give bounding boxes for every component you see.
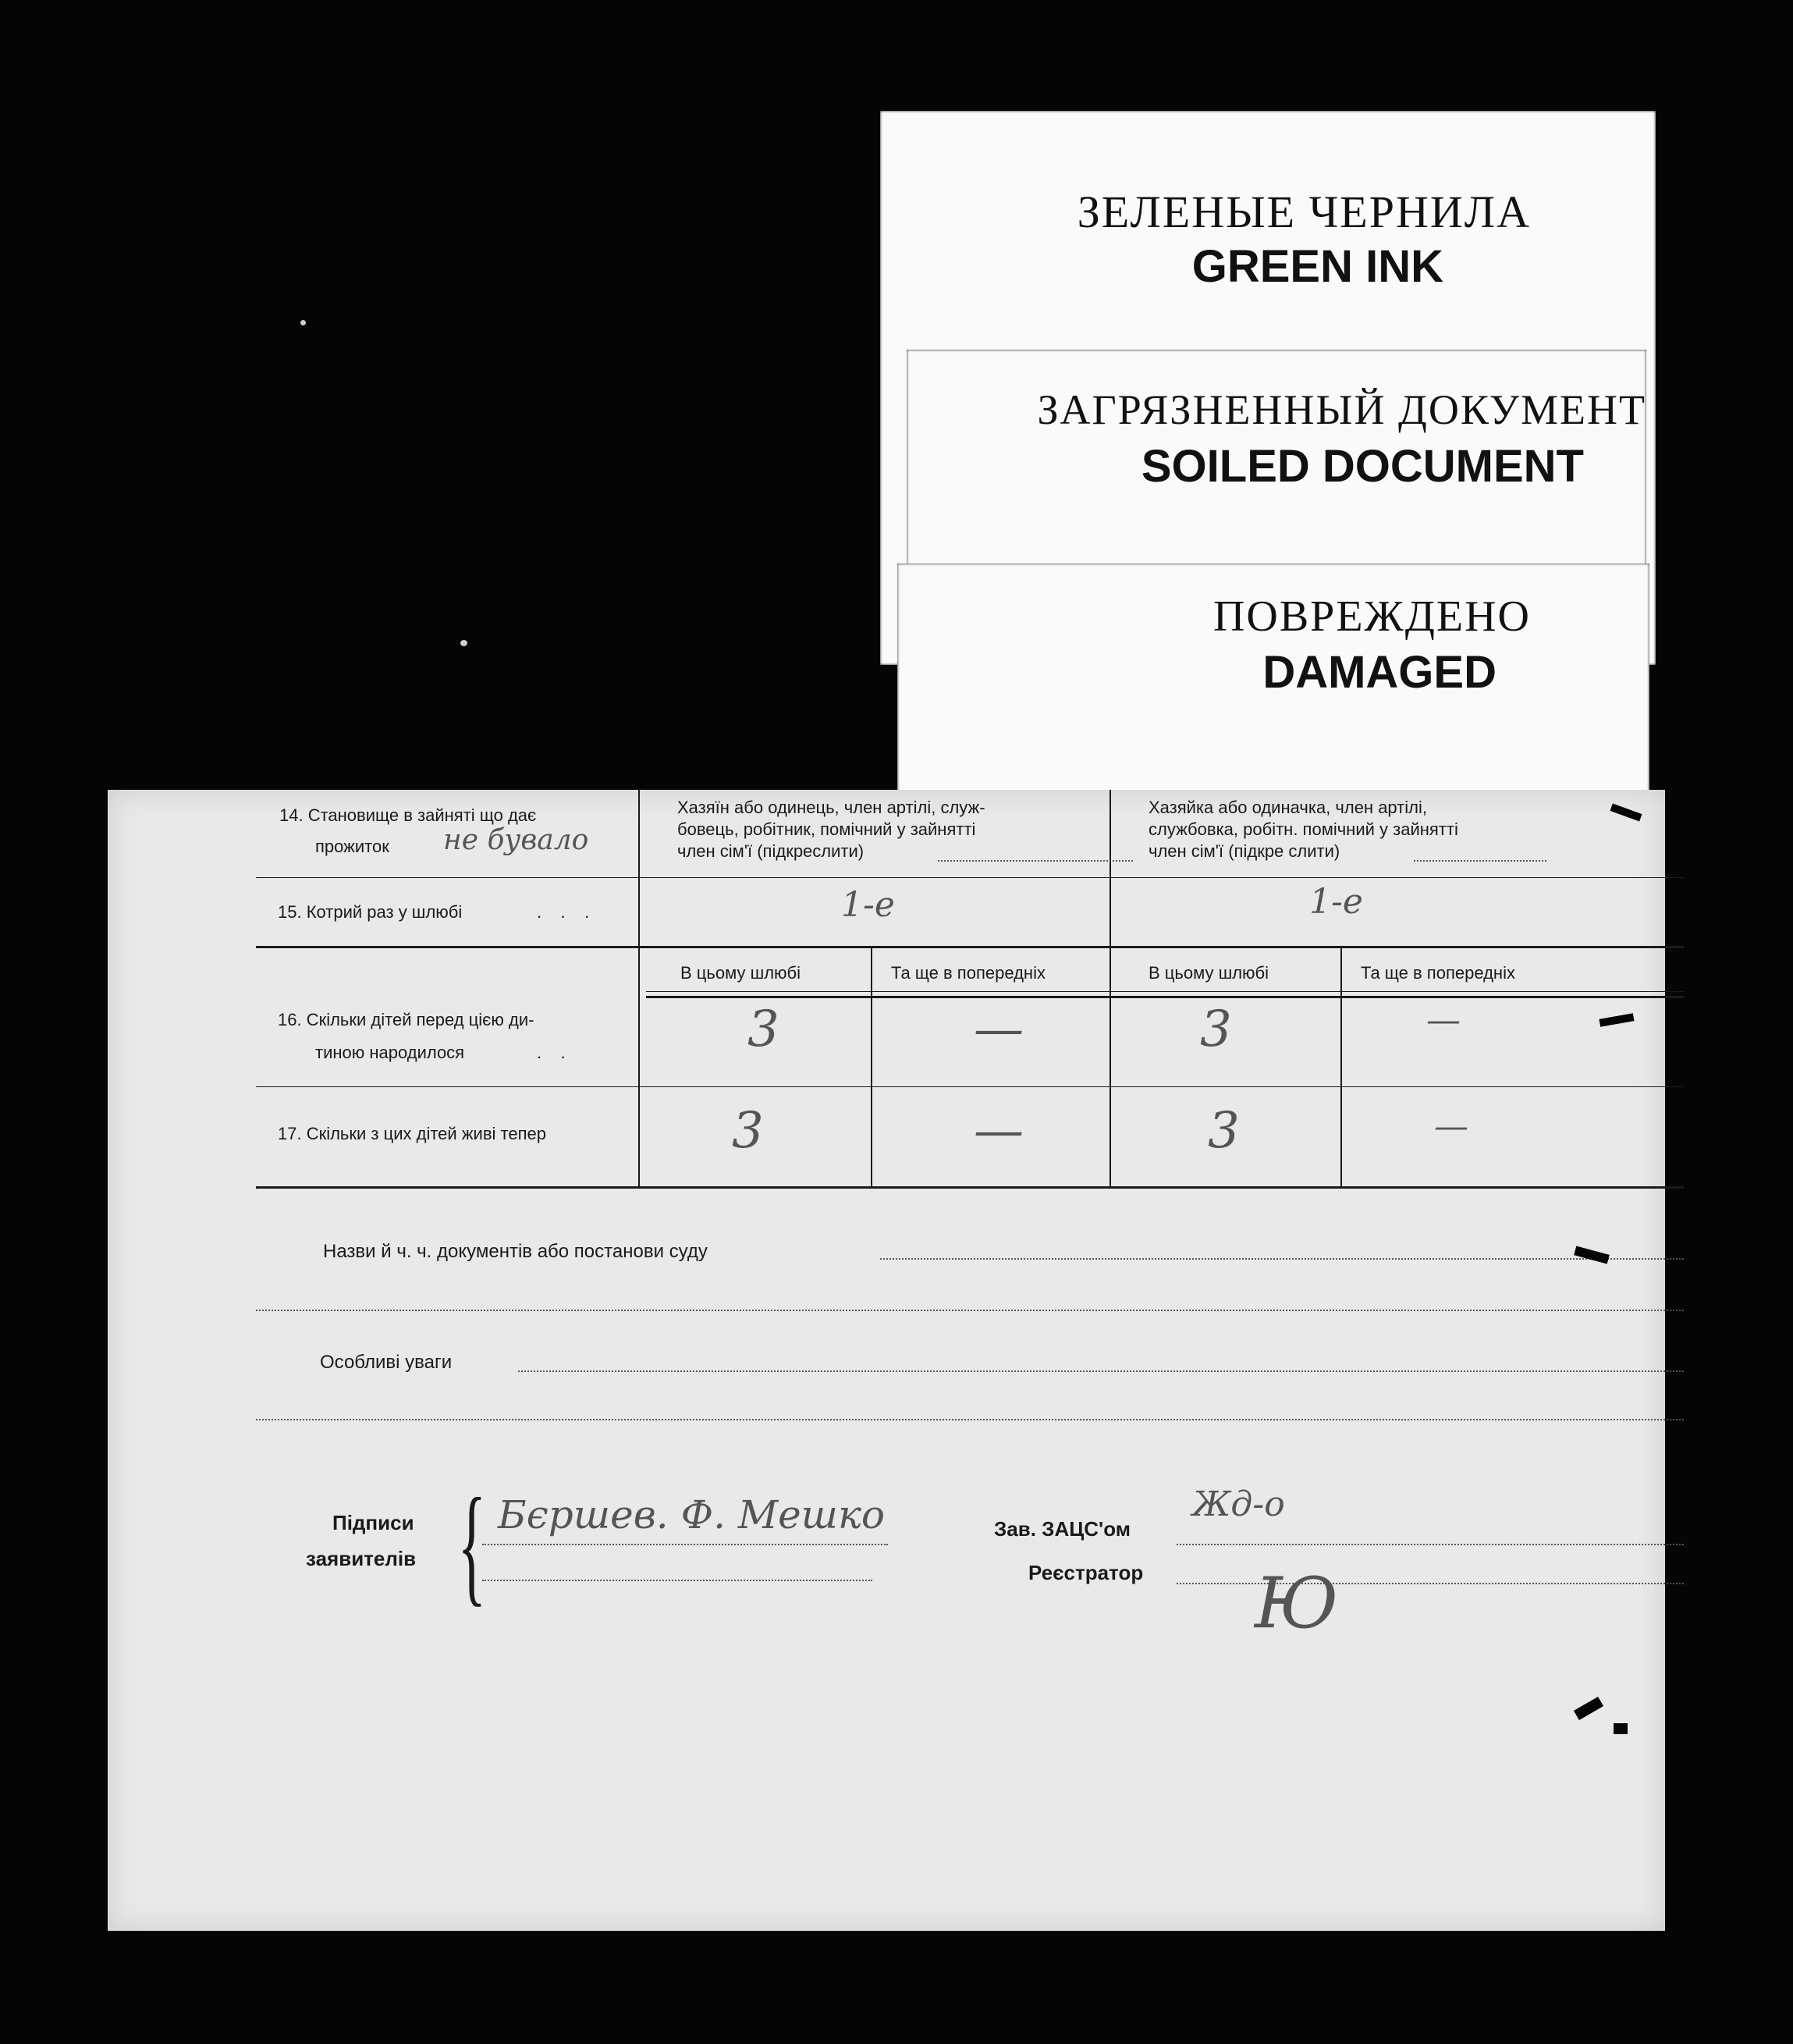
col-header-female-prev: Та ще в попередніх [1361,963,1515,983]
row15-dots: . . . [537,902,590,922]
row16-male-prev: — [974,1001,1024,1058]
row-separator [646,991,1684,992]
row-separator [256,946,1684,948]
row-separator [256,1086,1684,1087]
col-header-male-this: В цьому шлюбі [680,963,801,983]
row14-label-line2: прожиток [315,837,389,856]
dotted-line [518,1370,1684,1372]
signatures-brace: { [457,1471,487,1618]
soiled-document-label-ru: ЗАГРЯЗНЕННЫЙ ДОКУМЕНТ [1037,386,1646,433]
soiled-document-label [907,350,1646,592]
row14-handwriting: не бувало [443,824,589,856]
applicants-signature: Бєршев. Ф. Мешко [498,1492,885,1537]
dotted-line [256,1419,1684,1420]
row15-label: 15. Котрий раз у шлюбі [278,902,463,922]
row16-label-line2: тиною народилося [315,1043,465,1062]
row14-female-text3: член сім'ї (підкре слити) [1149,841,1340,861]
row17-male-this: 3 [732,1102,764,1160]
registry-form [108,790,1665,1931]
divider [638,877,640,947]
col-header-male-prev: Та ще в попередніх [891,963,1046,983]
dust-speck [460,640,467,646]
row-separator [646,996,1684,998]
signatures-label-line1: Підписи [332,1511,414,1534]
dotted-line [256,1310,1684,1311]
documents-label: Назви й ч. ч. документів або постанови суду [323,1241,708,1262]
row16-dots: . . [537,1043,566,1062]
row16-male-this: 3 [747,1001,779,1058]
dotted-line [482,1580,872,1581]
tear-mark [1574,1697,1603,1720]
dotted-line [482,1544,888,1545]
divider [638,946,640,1188]
row17-female-this: 3 [1208,1102,1240,1160]
row14-label-line1: 14. Становище в зайняті що дає [279,805,537,825]
remarks-label: Особливі уваги [320,1352,453,1373]
row16-female-prev: — [1426,1001,1461,1040]
dotted-line [938,860,1133,862]
table-bottom-rule [256,1186,1684,1189]
divider [1110,877,1111,947]
row14-male-text3: член сім'ї (підкреслити) [677,841,865,861]
divider [1110,946,1111,1188]
row16-label-line1: 16. Скільки дітей перед цією ди- [278,1010,534,1029]
row14-male-text1: Хазяїн або одинець, член артілі, служ- [677,798,985,817]
damaged-label-ru: ПОВРЕЖДЕНО [1212,592,1531,641]
damaged-label [897,563,1649,798]
divider [871,946,872,1188]
divider [1340,946,1342,1188]
tear-mark [1610,803,1642,821]
divider [638,790,640,877]
signatures-label-line2: заявителів [306,1547,417,1570]
dotted-line [1414,860,1546,862]
dotted-line [880,1258,1684,1260]
row14-female-text1: Хазяйка або одиначка, член артілі, [1149,798,1427,817]
row17-label: 17. Скільки з цих дітей живі тепер [278,1124,546,1143]
divider [1110,790,1111,877]
row17-female-prev: — [1434,1107,1468,1146]
soiled-document-label-en: SOILED DOCUMENT [1141,441,1584,492]
dust-speck [300,320,306,325]
row16-female-this: 3 [1200,1001,1232,1058]
green-ink-label-en: GREEN INK [1191,241,1443,292]
dotted-line [1177,1583,1684,1584]
tear-mark [1599,1013,1634,1026]
row14-female-text2: службовка, робітн. помічний у зайнятті [1149,819,1458,839]
green-ink-label-ru: ЗЕЛЕНЫЕ ЧЕРНИЛА [1077,187,1531,237]
col-header-female-this: В цьому шлюбі [1149,963,1269,983]
row15-male-value: 1-е [841,885,895,925]
row-separator [256,877,1684,878]
row14-male-text2: бовець, робітник, помічний у зайнятті [677,819,976,839]
registrar-signature: Ю [1255,1562,1339,1644]
tear-mark [1614,1723,1628,1734]
dotted-line [1177,1544,1684,1545]
head-label: Зав. ЗАЦС'ом [994,1517,1131,1541]
tear-mark [1574,1246,1610,1264]
row15-female-value: 1-е [1309,882,1363,922]
damaged-label-en: DAMAGED [1262,647,1497,698]
row17-male-prev: — [974,1102,1024,1160]
head-signature: Жд-о [1192,1484,1285,1524]
registrar-label: Реєстратор [1028,1561,1144,1584]
